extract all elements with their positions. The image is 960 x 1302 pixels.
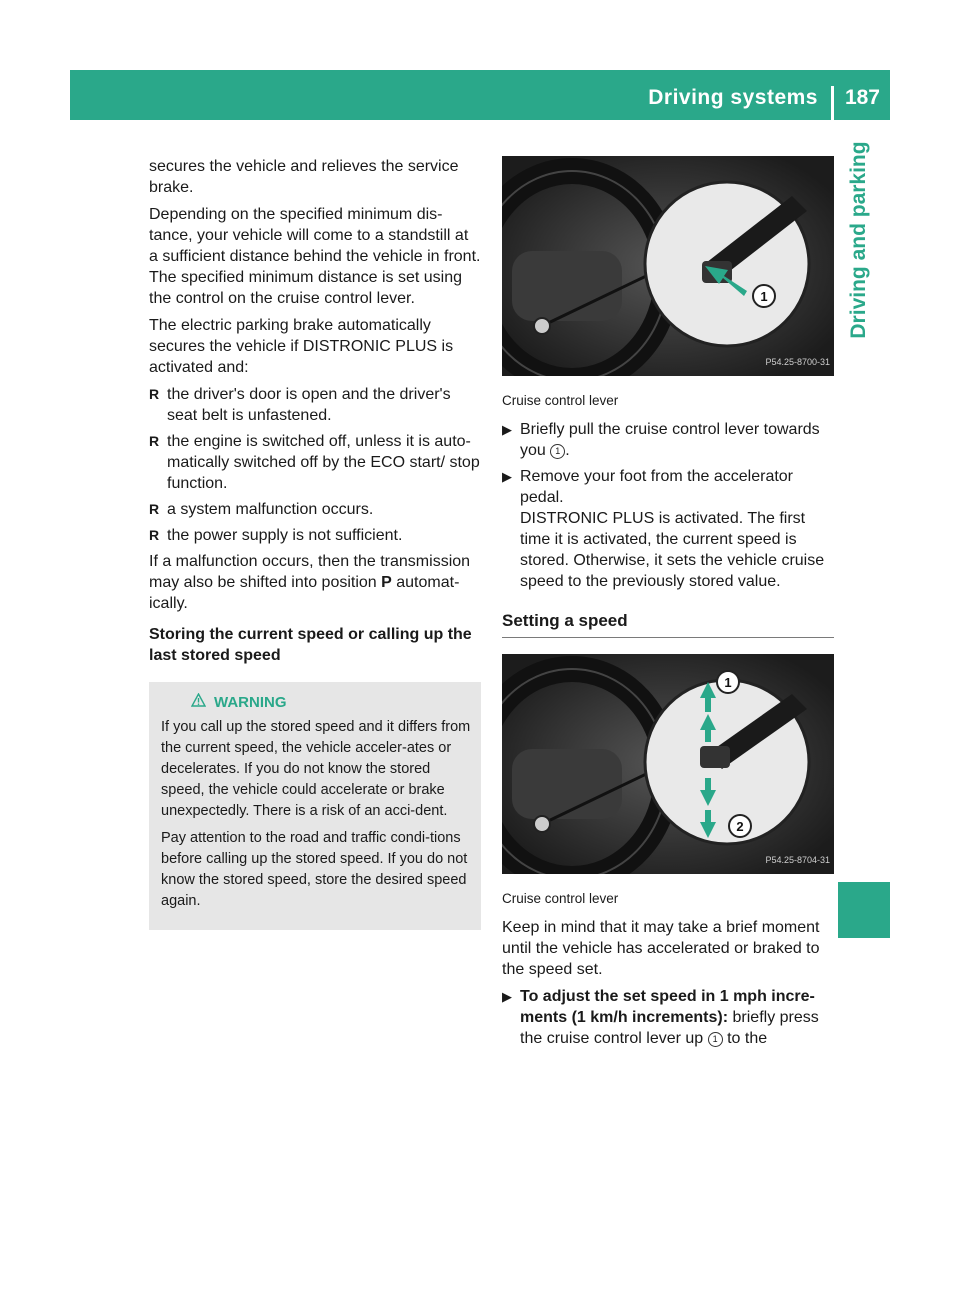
paragraph: Keep in mind that it may take a brief moment until the vehicle has accelerated or braked to the speed set. [502, 919, 820, 978]
list-item-text: a system malfunction occurs. [167, 501, 374, 518]
step-text: Briefly pull the cruise control lever towards you [520, 421, 820, 459]
list-item [149, 384, 481, 426]
page-header [70, 70, 890, 120]
paragraph: The electric parking brake automatically secures the vehicle if DISTRONIC PLUS is activated and: [149, 317, 454, 376]
warning-text: If you call up the stored speed and it differs from the current speed, the vehicle acceler-ates or decelerates. If you do not know the stored speed, the vehicle could accelerate or brake unexpectedly. There is a risk of an acci-dent. [161, 719, 471, 819]
paragraph: secures the vehicle and relieves the service brake. [149, 158, 459, 196]
subheading: Storing the current speed or calling up the last stored speed [149, 626, 472, 664]
bullet-icon: R [149, 527, 160, 543]
steering-wheel-image-2 [502, 654, 834, 874]
right-column [502, 156, 834, 1054]
arrow-right-icon: ▶ [502, 989, 512, 1004]
warning-triangle-icon [191, 692, 206, 713]
bullet-icon: R [149, 501, 160, 517]
arrow-right-icon: ▶ [502, 469, 512, 484]
list-item [149, 499, 481, 520]
step-text: to the [722, 1030, 768, 1047]
list-item [149, 525, 481, 546]
gear-position: P [381, 574, 392, 591]
callout-1: 1 [724, 675, 732, 690]
paragraph: Depending on the specified minimum dis-tance, your vehicle will come to a standstill at a sufficient distance behind the vehicle in front. The specified minimum distance is set using the control on the cruise control lever. [149, 206, 481, 307]
list-item-text: the power supply is not sufficient. [167, 527, 403, 544]
callout-2: 2 [736, 819, 744, 834]
text: If a malfunction occurs, then the transmission may also be shifted into position [149, 553, 471, 591]
instruction-step [502, 986, 834, 1049]
figure-code: P54.25-8704-31 [765, 855, 830, 865]
side-tab-label: Driving and parking [847, 141, 870, 339]
arrow-right-icon: ▶ [502, 422, 512, 437]
figure-caption: Cruise control lever [502, 393, 619, 408]
figure-code: P54.25-8700-31 [765, 357, 830, 367]
cruise-lever-figure-1 [502, 156, 834, 376]
bullet-icon: R [149, 386, 160, 402]
instruction-step [502, 466, 834, 592]
callout-ref-1: 1 [708, 1032, 723, 1047]
chapter-title: Driving systems [648, 86, 818, 109]
figure-caption: Cruise control lever [502, 891, 619, 906]
step-text: . [565, 442, 570, 459]
list-item-text: the driver's door is open and the driver's seat belt is unfastened. [167, 386, 451, 424]
callout-1: 1 [760, 289, 768, 304]
step-result-text: DISTRONIC PLUS is activated. The first time it is activated, the current speed is stored. Otherwise, it sets the vehicle cruise speed to the previously stored value. [520, 510, 825, 590]
list-item [149, 431, 481, 494]
cruise-lever-figure-2 [502, 654, 834, 874]
warning-heading [161, 692, 471, 713]
header-divider [831, 86, 834, 120]
page-number: 187 [844, 86, 880, 109]
step-text: briefly press the cruise control lever up [520, 1009, 819, 1047]
warning-text: Pay attention to the road and traffic condi-tions before calling up the stored speed. If you do not know the stored speed, store the desired speed again. [161, 830, 468, 909]
warning-box [149, 682, 481, 930]
step-text: Remove your foot from the accelerator pedal. [520, 468, 794, 506]
steering-wheel-image [502, 156, 834, 376]
callout-ref-1: 1 [550, 444, 565, 459]
left-column [149, 156, 481, 930]
text: automat-ically. [149, 574, 460, 612]
instruction-step [502, 419, 834, 461]
list-item-text: the engine is switched off, unless it is auto-matically switched off by the ECO start/ stop function. [167, 433, 480, 492]
paragraph-malfunction [149, 551, 481, 614]
side-block [838, 882, 890, 938]
section-heading: Setting a speed [502, 610, 834, 638]
bullet-icon: R [149, 433, 160, 449]
side-tab [838, 120, 890, 360]
warning-title: WARNING [214, 694, 287, 711]
step-heading: To adjust the set speed in 1 mph incre-ments (1 km/h increments): [520, 988, 815, 1026]
